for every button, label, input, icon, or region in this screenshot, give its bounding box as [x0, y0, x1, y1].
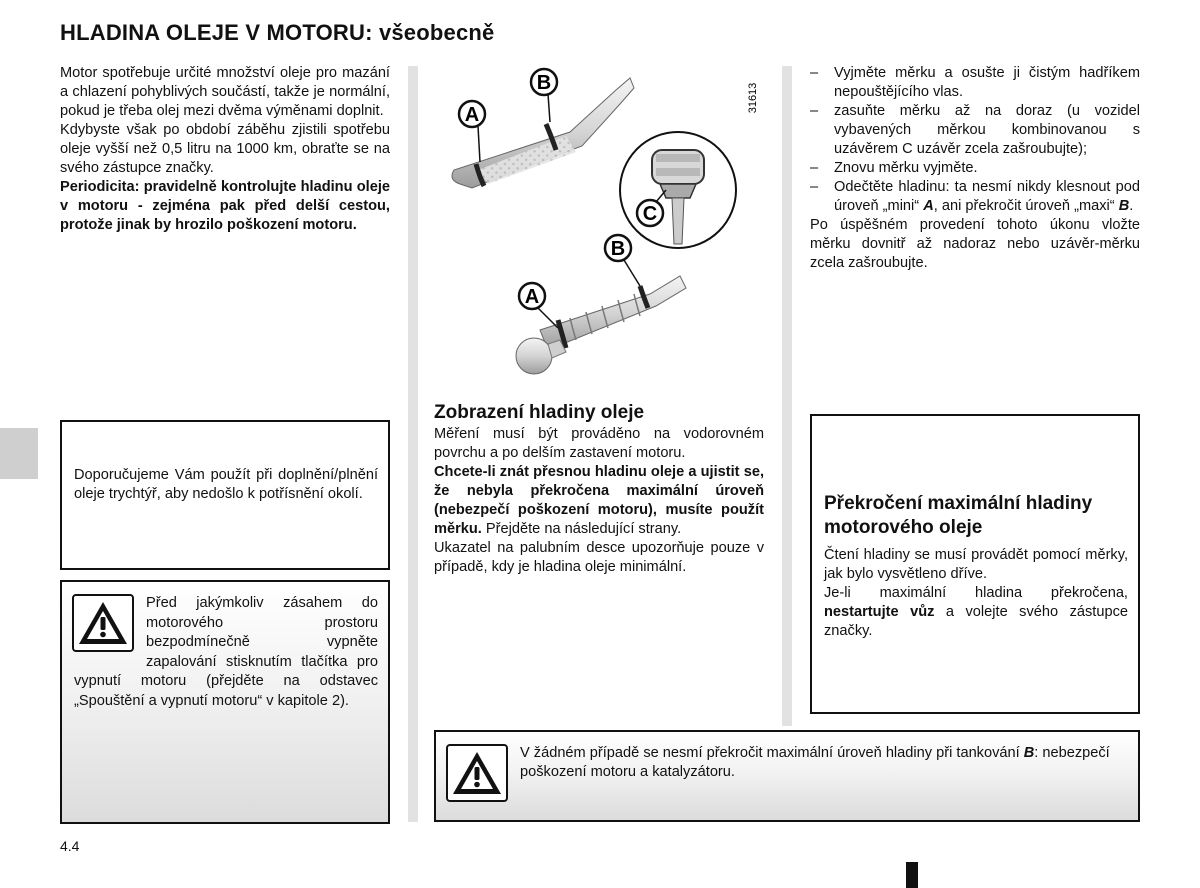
page-number: 4.4	[60, 838, 80, 854]
page-title	[60, 20, 494, 46]
chapter-tab	[0, 428, 38, 479]
oil-level-heading: Zobrazení hladiny oleje	[434, 402, 645, 423]
procedure-steps	[810, 64, 1140, 216]
oil-level-p2-bold: Chcete-li znát přesnou hladinu oleje a ujistit se, že nebyla překročena maximální úroveň (nebezpečí poškození motoru), musíte použít měrku.	[434, 464, 764, 537]
consumption-paragraph: Kdybyste však po období záběhu zjistili spotřebu oleje vyšší než 0,5 litru na 1000 km, obraťte se na svého zástupce značky.	[60, 122, 390, 176]
max-level-text	[824, 546, 1128, 641]
label-b-upper: B	[536, 72, 552, 94]
procedure-step: – Znovu měrku vyjměte.	[810, 159, 1140, 178]
procedure-step: – Odečtěte hladinu: ta nesmí nikdy klesnout pod úroveň „mini“ A, ani překročit úroveň „maxi“ B.	[810, 178, 1140, 216]
overfill-warning-text: V žádném případě se nesmí překročit maximální úroveň hladiny při tankování B: nebezpečí poškození motoru a katalyzátoru.	[520, 745, 1110, 780]
funnel-note-box	[60, 420, 390, 570]
max-level-p1: Čtení hladiny se musí provádět pomocí měrky, jak bylo vysvětleno dříve.	[824, 547, 1128, 582]
max-level-p2: Je-li maximální hladina překročena, nestartujte vůz a volejte svého zástupce značky.	[824, 585, 1128, 639]
overfill-warning-box	[434, 730, 1140, 822]
warning-triangle-icon	[446, 744, 508, 802]
dipstick-figure	[420, 58, 772, 394]
safety-warning-text	[74, 594, 378, 711]
max-level-heading: Překročení maximální hladiny motorového oleje	[824, 493, 1093, 538]
procedure-text	[810, 64, 1140, 273]
column-divider-right	[782, 66, 792, 726]
oil-level-text	[434, 425, 764, 577]
procedure-step: – zasuňte měrku až na doraz (u vozidel vybavených měrkou kombinovanou s uzávěrem C uzávěr zcela zašroubujte);	[810, 102, 1140, 159]
page-edge-marker	[906, 862, 918, 888]
oil-level-p1: Měření musí být prováděno na vodorovném povrchu a po delším zastavení motoru.	[434, 426, 764, 461]
funnel-note-text: Doporučujeme Vám použít při doplnění/plnění oleje trychtýř, aby nedošlo k potřísnění okolí.	[74, 467, 378, 502]
figure-ref-number: 31613	[747, 82, 759, 114]
safety-warning-box	[60, 580, 390, 824]
label-b-lower: B	[610, 238, 626, 260]
page-title-sub: všeobecně	[378, 20, 495, 45]
page-title-main: HLADINA OLEJE V MOTORU:	[60, 20, 373, 45]
oil-level-p2	[434, 463, 764, 539]
safety-warning-content: Před jakýmkoliv zásahem do motorového prostoru bezpodmínečně vypněte zapalování stisknutím tlačítka pro vypnutí motoru (přejděte na odstavec „Spouštění a vypnutí motoru“ v kapitole 2).	[74, 595, 378, 709]
procedure-step: – Vyjměte měrku a osušte ji čistým hadříkem nepouštějícího vlas.	[810, 64, 1140, 102]
procedure-after: Po úspěšném provedení tohoto úkonu vložte měrku dovnitř až nadoraz nebo uzávěr-měrku zcela zašroubujte.	[810, 217, 1140, 271]
column-divider-left	[408, 66, 418, 822]
max-level-note-box	[810, 414, 1140, 714]
label-a-lower: A	[524, 286, 540, 308]
label-c: C	[642, 203, 658, 225]
oil-level-p2-rest: Přejděte na následující strany.	[481, 521, 682, 537]
intro-text	[60, 64, 390, 235]
oil-level-p3: Ukazatel na palubním desce upozorňuje pouze v případě, kdy je hladina oleje minimální.	[434, 540, 764, 575]
periodicity-paragraph: Periodicita: pravidelně kontrolujte hladinu oleje v motoru - zejména pak před delší cestou, protože jinak by hrozilo poškození motoru.	[60, 179, 390, 233]
intro-paragraph: Motor spotřebuje určité množství oleje pro mazání a chlazení pohyblivých součástí, takže je normální, pokud je třeba olej mezi dvěma výměnami doplnit.	[60, 65, 390, 119]
label-a-upper: A	[464, 104, 480, 126]
